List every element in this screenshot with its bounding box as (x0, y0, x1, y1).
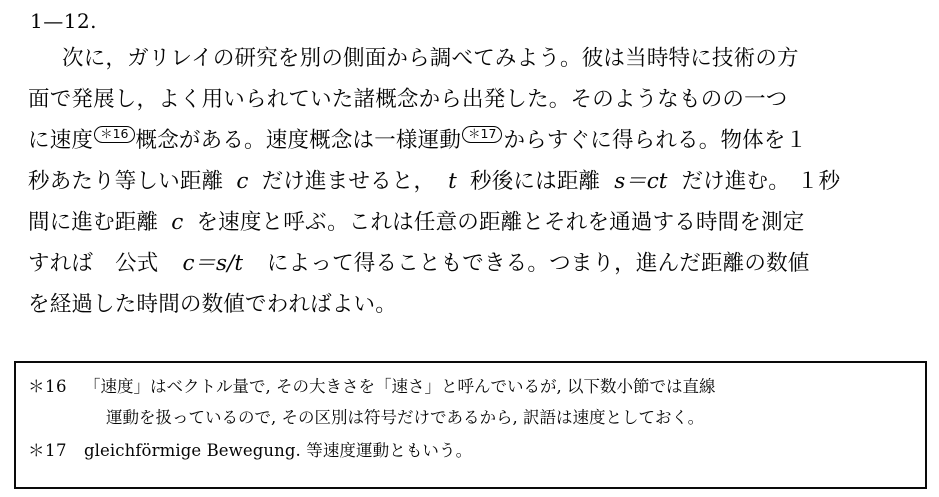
body-line-6 (28, 243, 921, 284)
variable-c: c (236, 169, 249, 194)
body-line-6-a: すれば (28, 251, 94, 276)
formula-label: 公式 (115, 251, 159, 276)
body-line-5-b: を速度と呼ぶ。これは任意の距離とそれを通過する時間を測定 (196, 210, 805, 235)
footnote-16-line-2: 運動を扱っているので, その区別は符号だけであるから, 訳語は速度としておく。 (106, 408, 705, 427)
footnote-ref-16[interactable]: ＊16 (94, 126, 134, 143)
body-line-4-b: だけ進ませると， (261, 169, 436, 194)
body-line-4-d: だけ進む。 １秒 (681, 169, 841, 194)
body-line-4 (28, 161, 921, 202)
body-line-1-text: 次に，ガリレイの研究を別の側面から調べてみよう。彼は当時特に技術の方 (62, 46, 799, 71)
footnote-17-line-1: gleichförmige Bewegung. 等速度運動ともいう。 (84, 441, 473, 460)
body-line-2-text: 面で発展し，よく用いられていた諸概念から出発した。そのようなものの一つ (28, 87, 788, 112)
body-line-3-after: からすぐに得られる。物体を１ (503, 128, 808, 153)
body-line-3-before: に速度 (28, 128, 94, 153)
footnote-16 (28, 371, 915, 433)
footnote-17-body (84, 435, 915, 466)
body-line-5-a: 間に進む距離 (28, 210, 159, 235)
body-line-5 (28, 202, 921, 243)
section-number: 1—12. (30, 9, 98, 33)
body-line-3 (28, 120, 921, 161)
footnote-16-body (84, 371, 915, 433)
body-line-4-c: 秒後には距離 (470, 169, 601, 194)
body-line-7 (28, 284, 921, 325)
footnote-17-marker: ＊17 (28, 441, 67, 460)
body-line-7-text: を経過した時間の数値でわればよい。 (28, 292, 397, 317)
variable-c-2: c (171, 210, 184, 235)
footnote-17 (28, 435, 915, 466)
body-line-4-a: 秒あたり等しい距離 (28, 169, 224, 194)
footnote-16-line-1: 「速度」はベクトル量で, その大きさを「速さ」と呼んでいるが, 以下数小節では直線 (84, 377, 716, 396)
body-line-2 (28, 79, 921, 120)
formula-c-equals-s-over-t: c＝s/t (182, 251, 243, 276)
footnotes-box (14, 361, 927, 489)
variable-t: t (448, 169, 458, 194)
body-line-6-b: によって得ることもできる。つまり，進んだ距離の数値 (266, 251, 810, 276)
body-line-3-middle: 概念がある。速度概念は一様運動 (135, 128, 462, 153)
footnote-16-marker: ＊16 (28, 377, 67, 396)
body-paragraph (28, 38, 921, 325)
body-line-1 (28, 38, 921, 79)
footnote-ref-17[interactable]: ＊17 (462, 126, 502, 143)
formula-s-equals-ct: s＝ct (614, 169, 668, 194)
